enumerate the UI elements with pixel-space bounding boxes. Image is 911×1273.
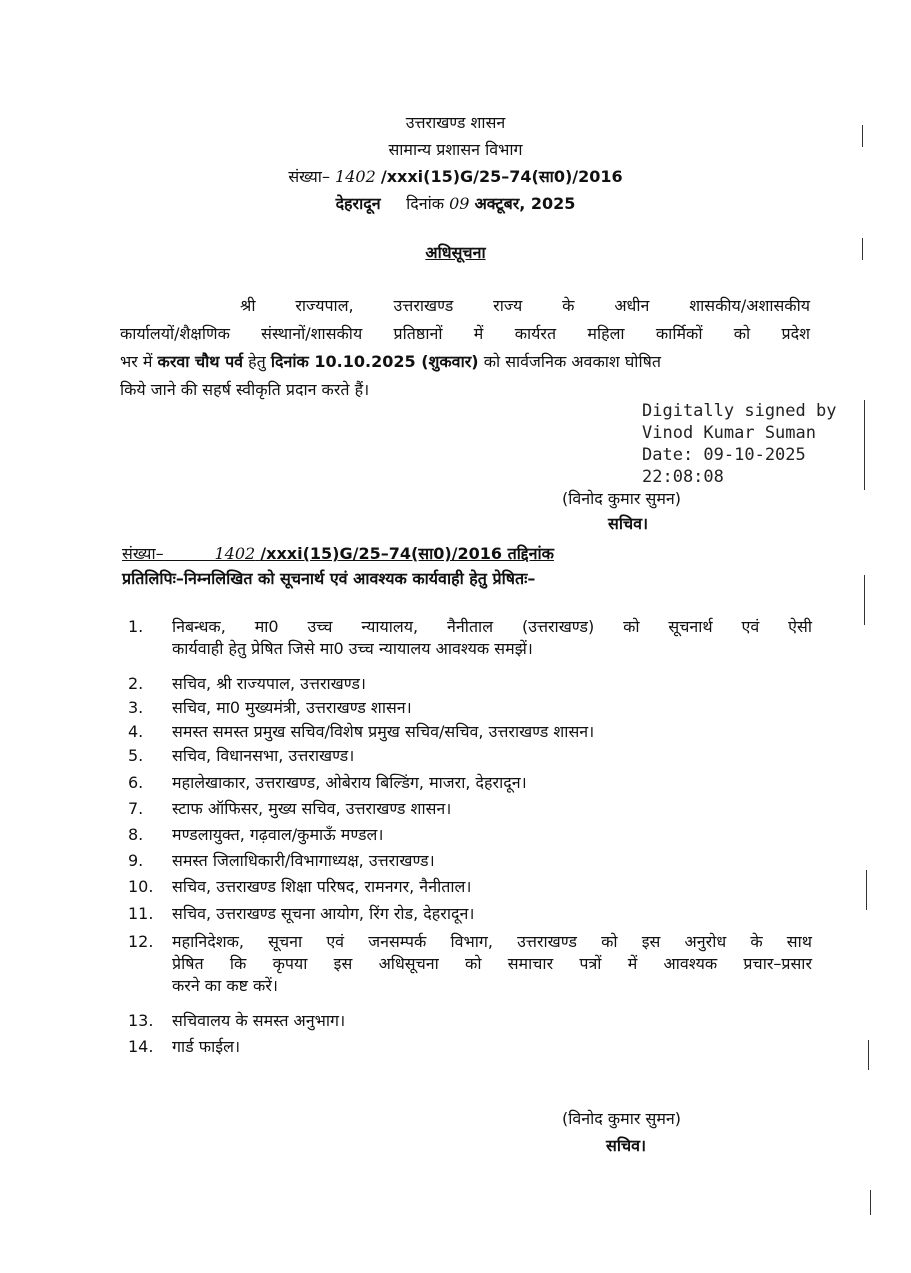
list-item-number: 8. <box>128 825 144 844</box>
list-item <box>172 616 812 660</box>
list-item <box>172 673 812 695</box>
body-line-1: श्री राज्यपाल, उत्तराखण्ड राज्य के अधीन शासकीय/अशासकीय <box>240 296 810 315</box>
list-item-number: 3. <box>128 698 144 717</box>
list-item-number: 2. <box>128 674 144 693</box>
list-item <box>172 876 812 898</box>
festival-name: करवा चौथ पर्व <box>157 352 244 371</box>
notification-title: अधिसूचना <box>425 243 486 262</box>
list-item-line: सचिव, श्री राज्यपाल, उत्तराखण्ड। <box>172 674 366 693</box>
notification-body <box>120 292 810 404</box>
scan-edge-mark <box>864 575 865 625</box>
list-item-line: गार्ड फाईल। <box>172 1037 241 1056</box>
list-item <box>172 931 812 997</box>
ref-handwritten: 1402 <box>335 167 376 186</box>
list-item-line: प्रेषित कि कृपया इस अधिसूचना को समाचार पत्रों में आवश्यक प्रचार–प्रसार <box>172 954 812 973</box>
list-item-line: महालेखाकार, उत्तराखण्ड, ओबेराय बिल्डिंग, माजरा, देहरादून। <box>172 773 527 792</box>
list-item-number: 14. <box>128 1037 154 1056</box>
signatory-designation-bottom: सचिव। <box>606 1136 647 1155</box>
list-item-line: सचिवालय के समस्त अनुभाग। <box>172 1011 346 1030</box>
list-item-line: करने का कष्ट करें। <box>172 976 278 995</box>
list-item-number: 9. <box>128 851 144 870</box>
body-line-4: किये जाने की सहर्ष स्वीकृति प्रदान करते हैं। <box>120 380 370 399</box>
list-item-line: सचिव, उत्तराखण्ड सूचना आयोग, रिंग रोड, देहरादून। <box>172 904 475 923</box>
holiday-date: दिनांक 10.10.2025 (शुकवार) <box>270 352 479 371</box>
list-item-number: 7. <box>128 799 144 818</box>
place: देहरादून <box>335 194 381 213</box>
copy-reference <box>122 543 554 565</box>
copy-ref-prefix: संख्या– <box>122 544 164 563</box>
ref-suffix: /xxxi(15)G/25–74(सा0)/2016 <box>380 167 623 186</box>
department-heading: सामान्य प्रशासन विभाग <box>388 140 523 159</box>
list-item <box>172 772 812 794</box>
copy-ref-handwritten: 1402 <box>214 544 256 563</box>
signatory-name-top: (विनोद कुमार सुमन) <box>562 489 682 508</box>
list-item-line: स्टाफ ऑफिसर, मुख्य सचिव, उत्तराखण्ड शासन। <box>172 799 452 818</box>
signatory-designation-top: सचिव। <box>608 514 649 533</box>
list-item-line: समस्त समस्त प्रमुख सचिव/विशेष प्रमुख सचिव/सचिव, उत्तराखण्ड शासन। <box>172 722 595 741</box>
sig-line-1: Digitally signed by <box>642 401 837 421</box>
scan-edge-mark <box>862 238 863 260</box>
digital-signature <box>642 400 882 488</box>
scan-edge-mark <box>870 1190 871 1215</box>
ref-prefix: संख्या– <box>288 167 330 186</box>
list-item <box>172 903 812 925</box>
sig-line-2: Vinod Kumar Suman <box>642 423 816 443</box>
list-item-line: समस्त जिलाधिकारी/विभागाध्यक्ष, उत्तराखण्ड। <box>172 851 435 870</box>
date-handwritten: 09 <box>449 194 470 213</box>
list-item <box>172 721 812 743</box>
list-item-number: 1. <box>128 617 144 636</box>
list-item <box>172 824 812 846</box>
list-item-line: मण्डलायुक्त, गढ़वाल/कुमाऊँ मण्डल। <box>172 825 384 844</box>
list-item <box>172 798 812 820</box>
reference-number <box>0 166 911 188</box>
list-item <box>172 697 812 719</box>
list-item <box>172 850 812 872</box>
list-item-line: कार्यवाही हेतु प्रेषित जिसे मा0 उच्च न्यायालय आवश्यक समझें। <box>172 639 533 658</box>
list-item-line: सचिव, विधानसभा, उत्तराखण्ड। <box>172 746 355 765</box>
list-item-number: 13. <box>128 1011 154 1030</box>
list-item-number: 5. <box>128 746 144 765</box>
place-date <box>0 193 911 215</box>
scan-edge-mark <box>866 870 867 910</box>
list-item-line: निबन्धक, मा0 उच्च न्यायालय, नैनीताल (उत्तराखण्ड) को सूचनार्थ एवं ऐसी <box>172 617 812 636</box>
list-item-number: 11. <box>128 904 154 923</box>
list-item-line: सचिव, मा0 मुख्यमंत्री, उत्तराखण्ड शासन। <box>172 698 412 717</box>
date-prefix: दिनांक <box>406 194 445 213</box>
body-line-2: कार्यालयों/शैक्षणिक संस्थानों/शासकीय प्रतिष्ठानों में कार्यरत महिला कार्मिकों को प्रदेश <box>120 324 810 343</box>
sig-line-3: Date: 09-10-2025 <box>642 445 806 465</box>
list-item <box>172 1010 812 1032</box>
list-item-line: सचिव, उत्तराखण्ड शिक्षा परिषद, रामनगर, नैनीताल। <box>172 877 472 896</box>
list-item-line: महानिदेशक, सूचना एवं जनसम्पर्क विभाग, उत्तराखण्ड को इस अनुरोध के साथ <box>172 932 812 951</box>
scan-edge-mark <box>862 125 863 147</box>
date-suffix: अक्टूबर, 2025 <box>474 194 576 213</box>
list-item <box>172 745 812 767</box>
list-item-number: 4. <box>128 722 144 741</box>
list-item-number: 6. <box>128 773 144 792</box>
list-item-number: 10. <box>128 877 154 896</box>
scan-edge-mark <box>864 400 865 490</box>
body-line-3: भर में करवा चौथ पर्व हेतु दिनांक 10.10.2025 (शुकवार) को सार्वजनिक अवकाश घोषित <box>120 352 661 371</box>
signatory-name-bottom: (विनोद कुमार सुमन) <box>562 1109 682 1128</box>
sig-line-4: 22:08:08 <box>642 467 724 487</box>
list-item-number: 12. <box>128 932 154 951</box>
list-item <box>172 1036 812 1058</box>
copy-intro: प्रतिलिपिः–निम्नलिखित को सूचनार्थ एवं आवश्यक कार्यवाही हेतु प्रेषितः– <box>122 569 536 588</box>
copy-ref-suffix: /xxxi(15)G/25–74(सा0)/2016 तद्दिनांक <box>260 544 554 563</box>
scan-edge-mark <box>868 1040 869 1070</box>
government-heading: उत्तराखण्ड शासन <box>405 113 506 132</box>
